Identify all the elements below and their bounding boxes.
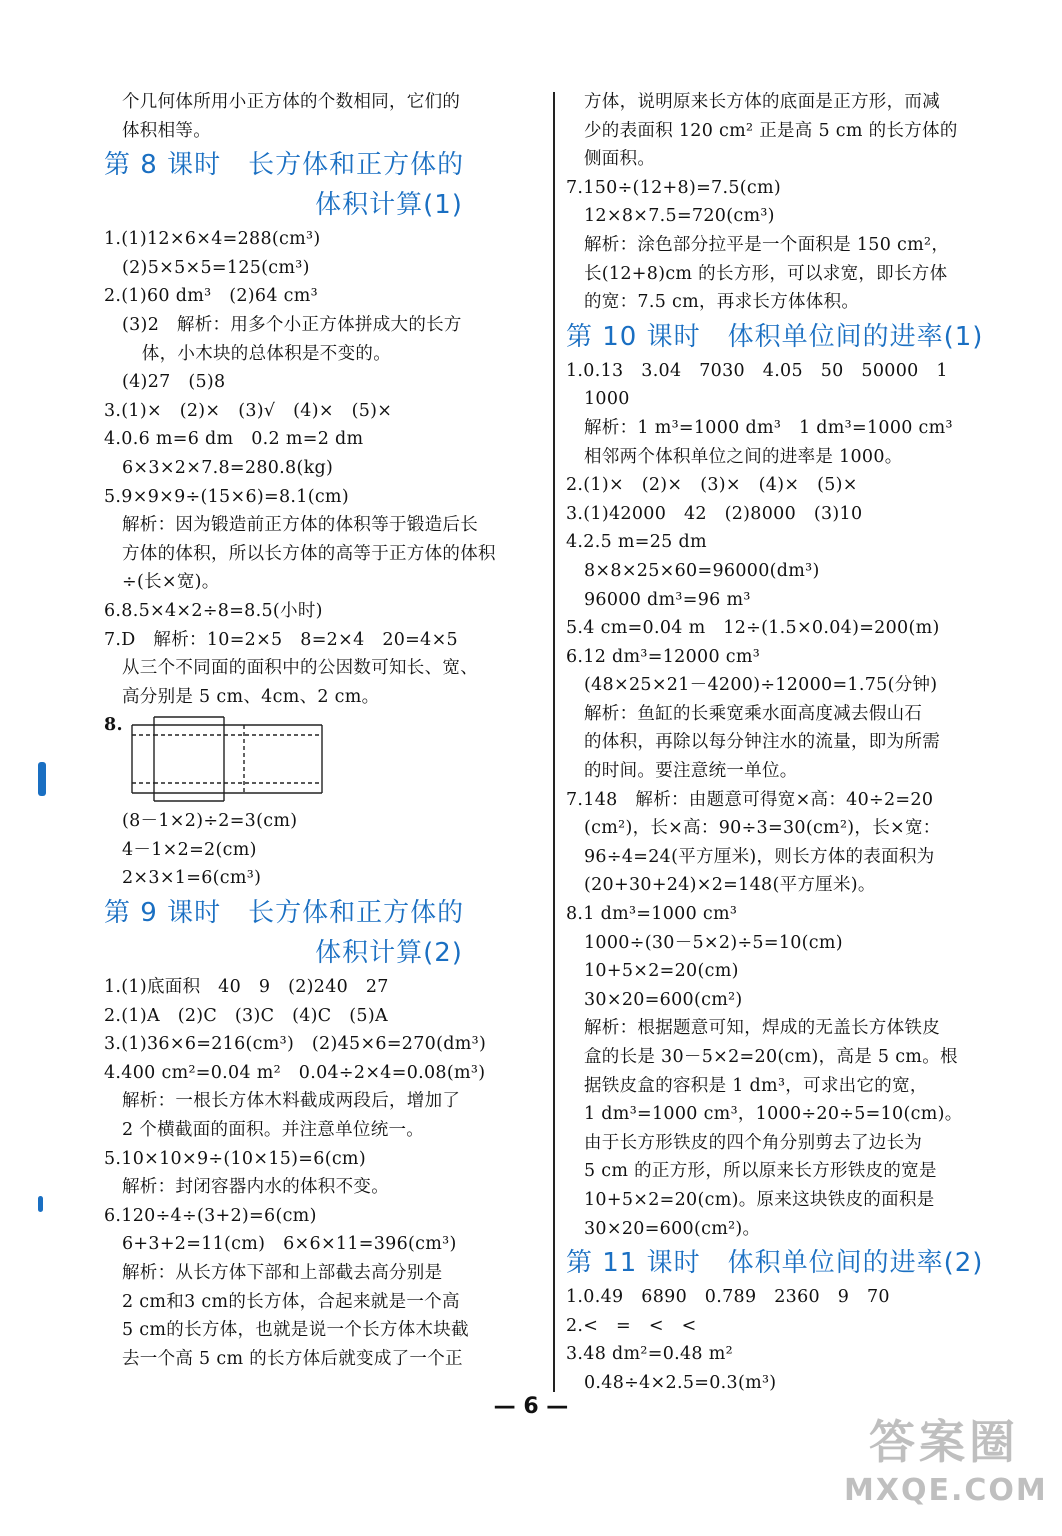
watermark-brand: 答案圈 xyxy=(869,1415,1019,1469)
answer-line: 0.48÷4×2.5=0.3(m³) xyxy=(584,1372,777,1393)
answer-line: 6.12 dm³=12000 cm³ xyxy=(566,646,761,667)
answer-line: 2×3×1=6(cm³) xyxy=(122,868,262,889)
answer-line: 解析：因为锻造前正方体的体积等于锻造后长 xyxy=(122,515,478,536)
answer-line: 的时间。要注意统一单位。 xyxy=(584,761,798,782)
answer-line: 长(12+8)cm 的长方形，可以求宽，即长方体 xyxy=(584,263,948,284)
answer-line: 3.(1)36×6=216(cm³) (2)45×6=270(dm³) xyxy=(104,1034,487,1055)
answer-line: 1000÷(30－5×2)÷5=10(cm) xyxy=(584,932,843,953)
answer-line: 高分别是 5 cm、4cm、2 cm。 xyxy=(122,686,380,707)
answer-line: 5 cm 的正方形，所以原来长方形铁皮的宽是 xyxy=(584,1161,937,1182)
watermark-site: MXQE.COM xyxy=(844,1473,1048,1508)
edge-mark xyxy=(38,1196,43,1212)
answer-line: 8.1 dm³=1000 cm³ xyxy=(566,904,738,925)
answer-line: (2)5×5×5=125(cm³) xyxy=(122,257,310,278)
answer-line: 1 dm³=1000 cm³，1000÷20÷5=10(cm)。 xyxy=(584,1104,963,1125)
cuboid-net-diagram xyxy=(126,713,326,805)
answer-line: 解析：封闭容器内水的体积不变。 xyxy=(122,1177,389,1198)
answer-line: 4.2.5 m=25 dm xyxy=(566,532,707,553)
answer-line: 3.(1)42000 42 (2)8000 (3)10 xyxy=(566,503,863,524)
answer-line: 4.400 cm²=0.04 m² 0.04÷2×4=0.08(m³) xyxy=(104,1062,486,1083)
answer-line: 的宽：7.5 cm，再求长方体体积。 xyxy=(584,292,860,313)
lesson-heading: 第 10 课时 体积单位间的进率(1) xyxy=(566,321,984,352)
answer-line: 方体，说明原来长方体的底面是正方形，而减 xyxy=(584,92,940,112)
answer-line: 解析：根据题意可知，焊成的无盖长方体铁皮 xyxy=(584,1018,940,1039)
answer-line: 的体积，再除以每分钟注水的流量，即为所需 xyxy=(584,732,940,753)
answer-line: 1.0.49 6890 0.789 2360 9 70 xyxy=(566,1287,890,1308)
answer-line: 侧面积。 xyxy=(584,149,656,170)
answer-line: 盒的长是 30－5×2=20(cm)，高是 5 cm。根 xyxy=(584,1047,958,1067)
answer-line: 3.48 dm²=0.48 m² xyxy=(566,1344,733,1365)
answer-line: 6+3+2=11(cm) 6×6×11=396(cm³) xyxy=(122,1234,457,1255)
lesson-heading: 体积计算(1) xyxy=(315,190,463,221)
answer-line: 1.0.13 3.04 7030 4.05 50 50000 1 xyxy=(566,360,948,381)
answer-line: 解析：1 m³=1000 dm³ 1 dm³=1000 cm³ xyxy=(584,417,953,438)
answer-line: 去一个高 5 cm 的长方体后就变成了一个正 xyxy=(122,1348,463,1369)
answer-line: 4.0.6 m=6 dm 0.2 m=2 dm xyxy=(104,429,364,450)
answer-line: (48×25×21－4200)÷12000=1.75(分钟) xyxy=(584,675,938,696)
answer-line: ÷(长×宽)。 xyxy=(122,572,220,593)
answer-line: (8－1×2)÷2=3(cm) xyxy=(122,811,298,832)
answer-line: 2 个横截面的面积。并注意单位统一。 xyxy=(122,1120,425,1141)
answer-line: 5 cm的长方体，也就是说一个长方体木块截 xyxy=(122,1320,469,1341)
net-diagram-item xyxy=(104,711,544,807)
page-number: — 6 — xyxy=(493,1394,569,1419)
answer-line: 2.< = < < xyxy=(566,1315,697,1336)
right-column xyxy=(566,88,1010,1398)
answer-line: 从三个不同面的面积中的公因数可知长、宽、 xyxy=(122,658,478,679)
answer-line: 1.(1)12×6×4=288(cm³) xyxy=(104,229,321,250)
answer-line: 96÷4=24(平方厘米)，则长方体的表面积为 xyxy=(584,846,935,867)
answer-line: 7.148 解析：由题意可得宽×高：40÷2=20 xyxy=(566,789,934,810)
answer-line: 7.150÷(12+8)=7.5(cm) xyxy=(566,177,782,198)
answer-line: 2.(1)× (2)× (3)× (4)× (5)× xyxy=(566,475,858,496)
answer-line: 7.D 解析：10=2×5 8=2×4 20=4×5 xyxy=(104,629,458,650)
answer-line: 30×20=600(cm²)。 xyxy=(584,1218,761,1239)
answer-line: 由于长方形铁皮的四个角分别剪去了边长为 xyxy=(584,1132,923,1153)
lesson-heading: 第 11 课时 体积单位间的进率(2) xyxy=(566,1248,984,1279)
answer-line: 解析：鱼缸的长乘宽乘水面高度减去假山石 xyxy=(584,703,923,724)
answer-line: 2.(1)A (2)C (3)C (4)C (5)A xyxy=(104,1005,388,1026)
column-divider xyxy=(553,92,555,1392)
answer-line: 6.120÷4÷(3+2)=6(cm) xyxy=(104,1205,317,1226)
answer-line: 6.8.5×4×2÷8=8.5(小时) xyxy=(104,600,323,621)
answer-line: 体，小木块的总体积是不变的。 xyxy=(124,343,391,364)
left-column xyxy=(104,88,544,1373)
answer-line: 解析：一根长方体木料截成两段后，增加了 xyxy=(122,1091,461,1112)
answer-line: 方体的体积，所以长方体的高等于正方体的体积 xyxy=(122,543,496,564)
answer-line: 10+5×2=20(cm) xyxy=(584,961,739,982)
answer-line: 1000 xyxy=(584,389,630,410)
answer-line: (20+30+24)×2=148(平方厘米)。 xyxy=(584,875,876,896)
answer-line: 5.10×10×9÷(10×15)=6(cm) xyxy=(104,1148,366,1169)
answer-line: 少的表面积 120 cm² 正是高 5 cm 的长方体的 xyxy=(584,120,958,141)
answer-line: 5.4 cm=0.04 m 12÷(1.5×0.04)=200(m) xyxy=(566,618,940,639)
lesson-heading: 体积计算(2) xyxy=(315,938,463,969)
answer-line: 8×8×25×60=96000(dm³) xyxy=(584,560,820,581)
answer-line: 解析：涂色部分拉平是一个面积是 150 cm²， xyxy=(584,234,950,255)
edge-mark xyxy=(38,762,46,796)
answer-line: 30×20=600(cm²) xyxy=(584,989,743,1010)
lesson-heading: 第 9 课时 长方体和正方体的 xyxy=(104,898,465,929)
answer-line: 据铁皮盒的容积是 1 dm³，可求出它的宽， xyxy=(584,1075,928,1096)
answer-line: 解析：从长方体下部和上部截去高分别是 xyxy=(122,1263,443,1283)
answer-line: (4)27 (5)8 xyxy=(122,372,226,393)
answer-line: 2.(1)60 dm³ (2)64 cm³ xyxy=(104,286,318,307)
answer-line: 2 cm和3 cm的长方体，合起来就是一个高 xyxy=(122,1291,460,1312)
item-label: 8. xyxy=(104,715,123,736)
lesson-heading: 第 8 课时 长方体和正方体的 xyxy=(104,150,465,181)
answer-line: (cm²)，长×高：90÷3=30(cm²)，长×宽： xyxy=(584,818,941,839)
answer-line: 5.9×9×9÷(15×6)=8.1(cm) xyxy=(104,486,349,507)
answer-line: 相邻两个体积单位之间的进率是 1000。 xyxy=(584,446,903,467)
answer-line: 96000 dm³=96 m³ xyxy=(584,589,751,610)
answer-line: (3)2 解析：用多个小正方体拼成大的长方 xyxy=(122,314,462,335)
answer-line: 1.(1)底面积 40 9 (2)240 27 xyxy=(104,977,389,998)
answer-line: 个几何体所用小正方体的个数相同，它们的 xyxy=(122,92,461,112)
watermark xyxy=(844,1412,1048,1522)
answer-line: 4－1×2=2(cm) xyxy=(122,839,257,860)
answer-line: 12×8×7.5=720(cm³) xyxy=(584,206,775,227)
answer-line: 10+5×2=20(cm)。原来这块铁皮的面积是 xyxy=(584,1189,935,1210)
answer-line: 体积相等。 xyxy=(122,120,211,141)
answer-line: 3.(1)× (2)× (3)√ (4)× (5)× xyxy=(104,400,393,421)
answer-line: 6×3×2×7.8=280.8(kg) xyxy=(122,457,334,478)
